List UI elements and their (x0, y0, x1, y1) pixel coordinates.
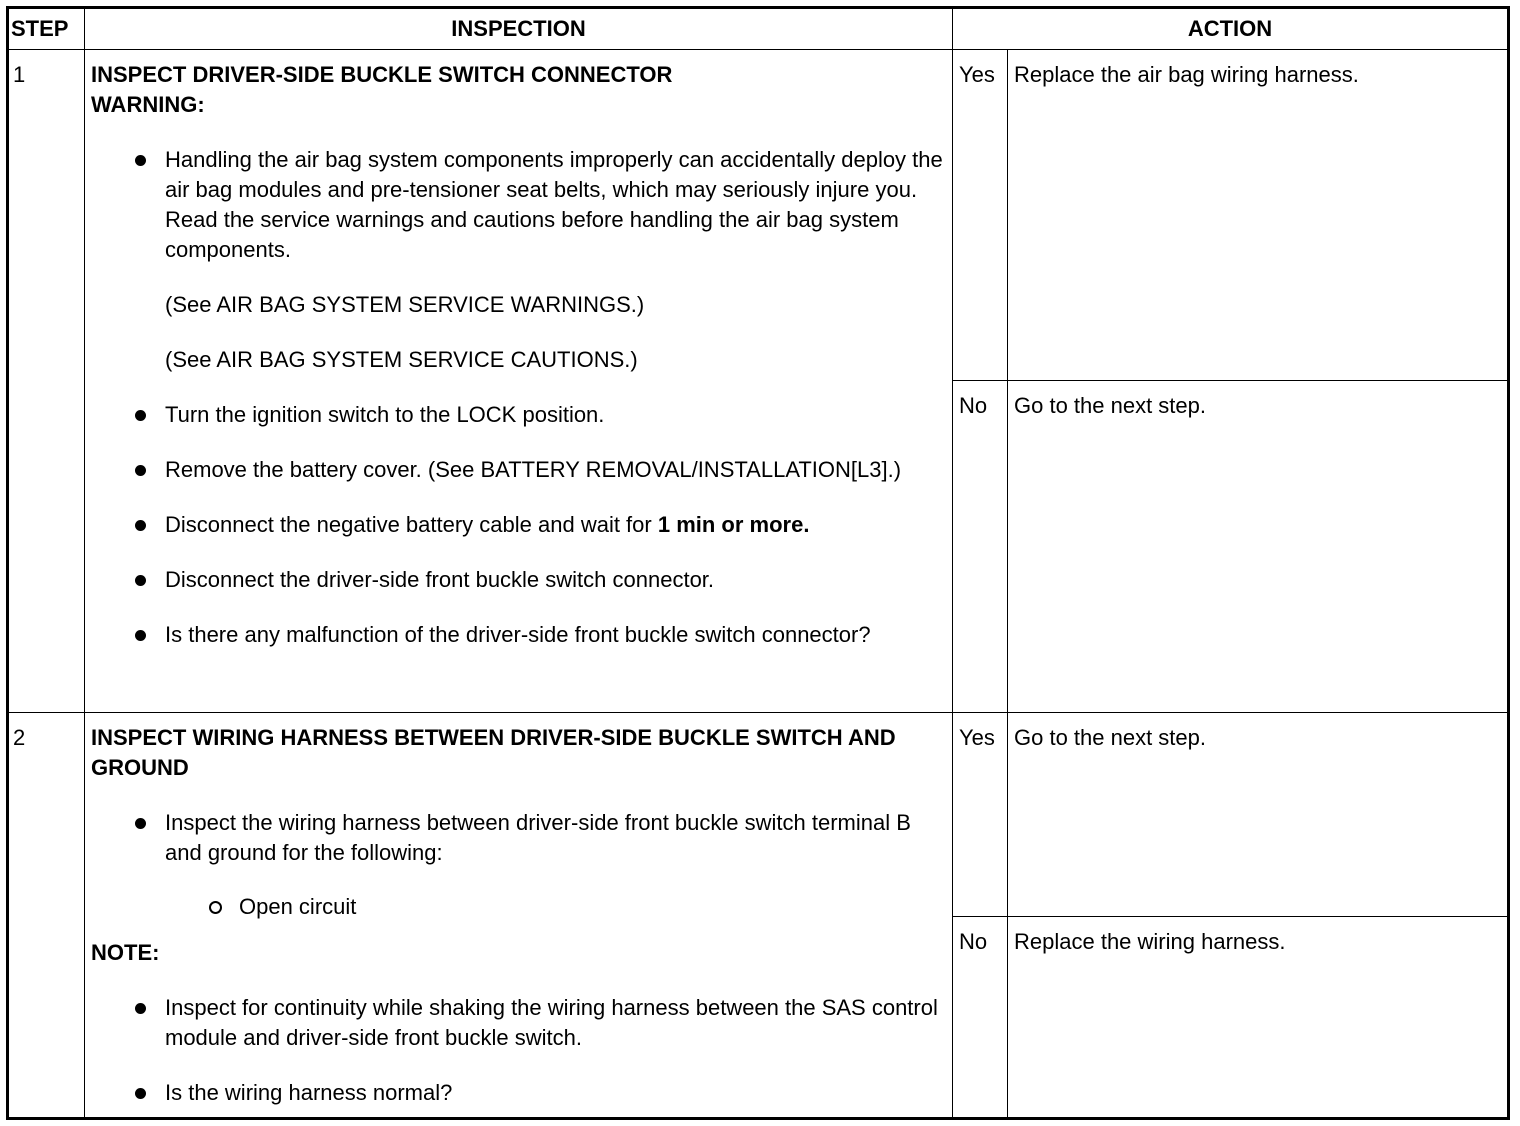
step-number: 2 (8, 713, 85, 1119)
step-number: 1 (8, 50, 85, 713)
note-label: NOTE: (91, 940, 160, 965)
yes-label: Yes (953, 50, 1008, 381)
list-item: Is there any malfunction of the driver-side front buckle switch connector? (91, 620, 946, 650)
step-row (8, 713, 1509, 917)
warning-reference: (See AIR BAG SYSTEM SERVICE WARNINGS.) (165, 292, 645, 317)
header-inspection: INSPECTION (85, 8, 953, 50)
sub-list (91, 892, 946, 922)
step-row (8, 50, 1509, 381)
bullet-list (91, 808, 946, 868)
warning-text: Handling the air bag system components improperly can accidentally deploy the air bag modules and pre-tensioner seat belts, which may seriously injure you. Read the service warnings and cautions before handling the air bag system components. (165, 147, 943, 262)
header-action: ACTION (953, 8, 1509, 50)
no-label: No (953, 381, 1008, 713)
list-item: Remove the battery cover. (See BATTERY REMOVAL/INSTALLATION[L3].) (91, 455, 946, 485)
list-item: Is the wiring harness normal? (91, 1078, 946, 1108)
inspection-cell (85, 713, 953, 1119)
yes-action: Replace the air bag wiring harness. (1008, 50, 1509, 381)
step-title: INSPECT WIRING HARNESS BETWEEN DRIVER-SIDE BUCKLE SWITCH AND GROUND (91, 725, 896, 780)
bullet-list (91, 993, 946, 1108)
instruction-text: Disconnect the negative battery cable and wait for (165, 512, 658, 537)
list-item: Disconnect the driver-side front buckle switch connector. (91, 565, 946, 595)
caution-reference: (See AIR BAG SYSTEM SERVICE CAUTIONS.) (165, 347, 638, 372)
no-label: No (953, 917, 1008, 1119)
list-item (91, 510, 946, 540)
bullet-list (91, 145, 946, 650)
yes-action: Go to the next step. (1008, 713, 1509, 917)
warning-label: WARNING: (91, 92, 205, 117)
no-action: Replace the wiring harness. (1008, 917, 1509, 1119)
header-row (8, 8, 1509, 50)
header-step: STEP (8, 8, 85, 50)
no-action: Go to the next step. (1008, 381, 1509, 713)
list-item: Inspect for continuity while shaking the wiring harness between the SAS control module and driver-side front buckle switch. (91, 993, 946, 1053)
emphasis-text: 1 min or more. (657, 512, 810, 537)
list-item: Inspect the wiring harness between driver-side front buckle switch terminal B and ground for the following: (91, 808, 946, 868)
yes-label: Yes (953, 713, 1008, 917)
list-item (91, 145, 946, 375)
list-item: Turn the ignition switch to the LOCK position. (91, 400, 946, 430)
step-title: INSPECT DRIVER-SIDE BUCKLE SWITCH CONNECTOR (91, 62, 673, 87)
inspection-cell (85, 50, 953, 713)
sub-list-item: Open circuit (91, 892, 946, 922)
inspection-table (6, 6, 1510, 1120)
